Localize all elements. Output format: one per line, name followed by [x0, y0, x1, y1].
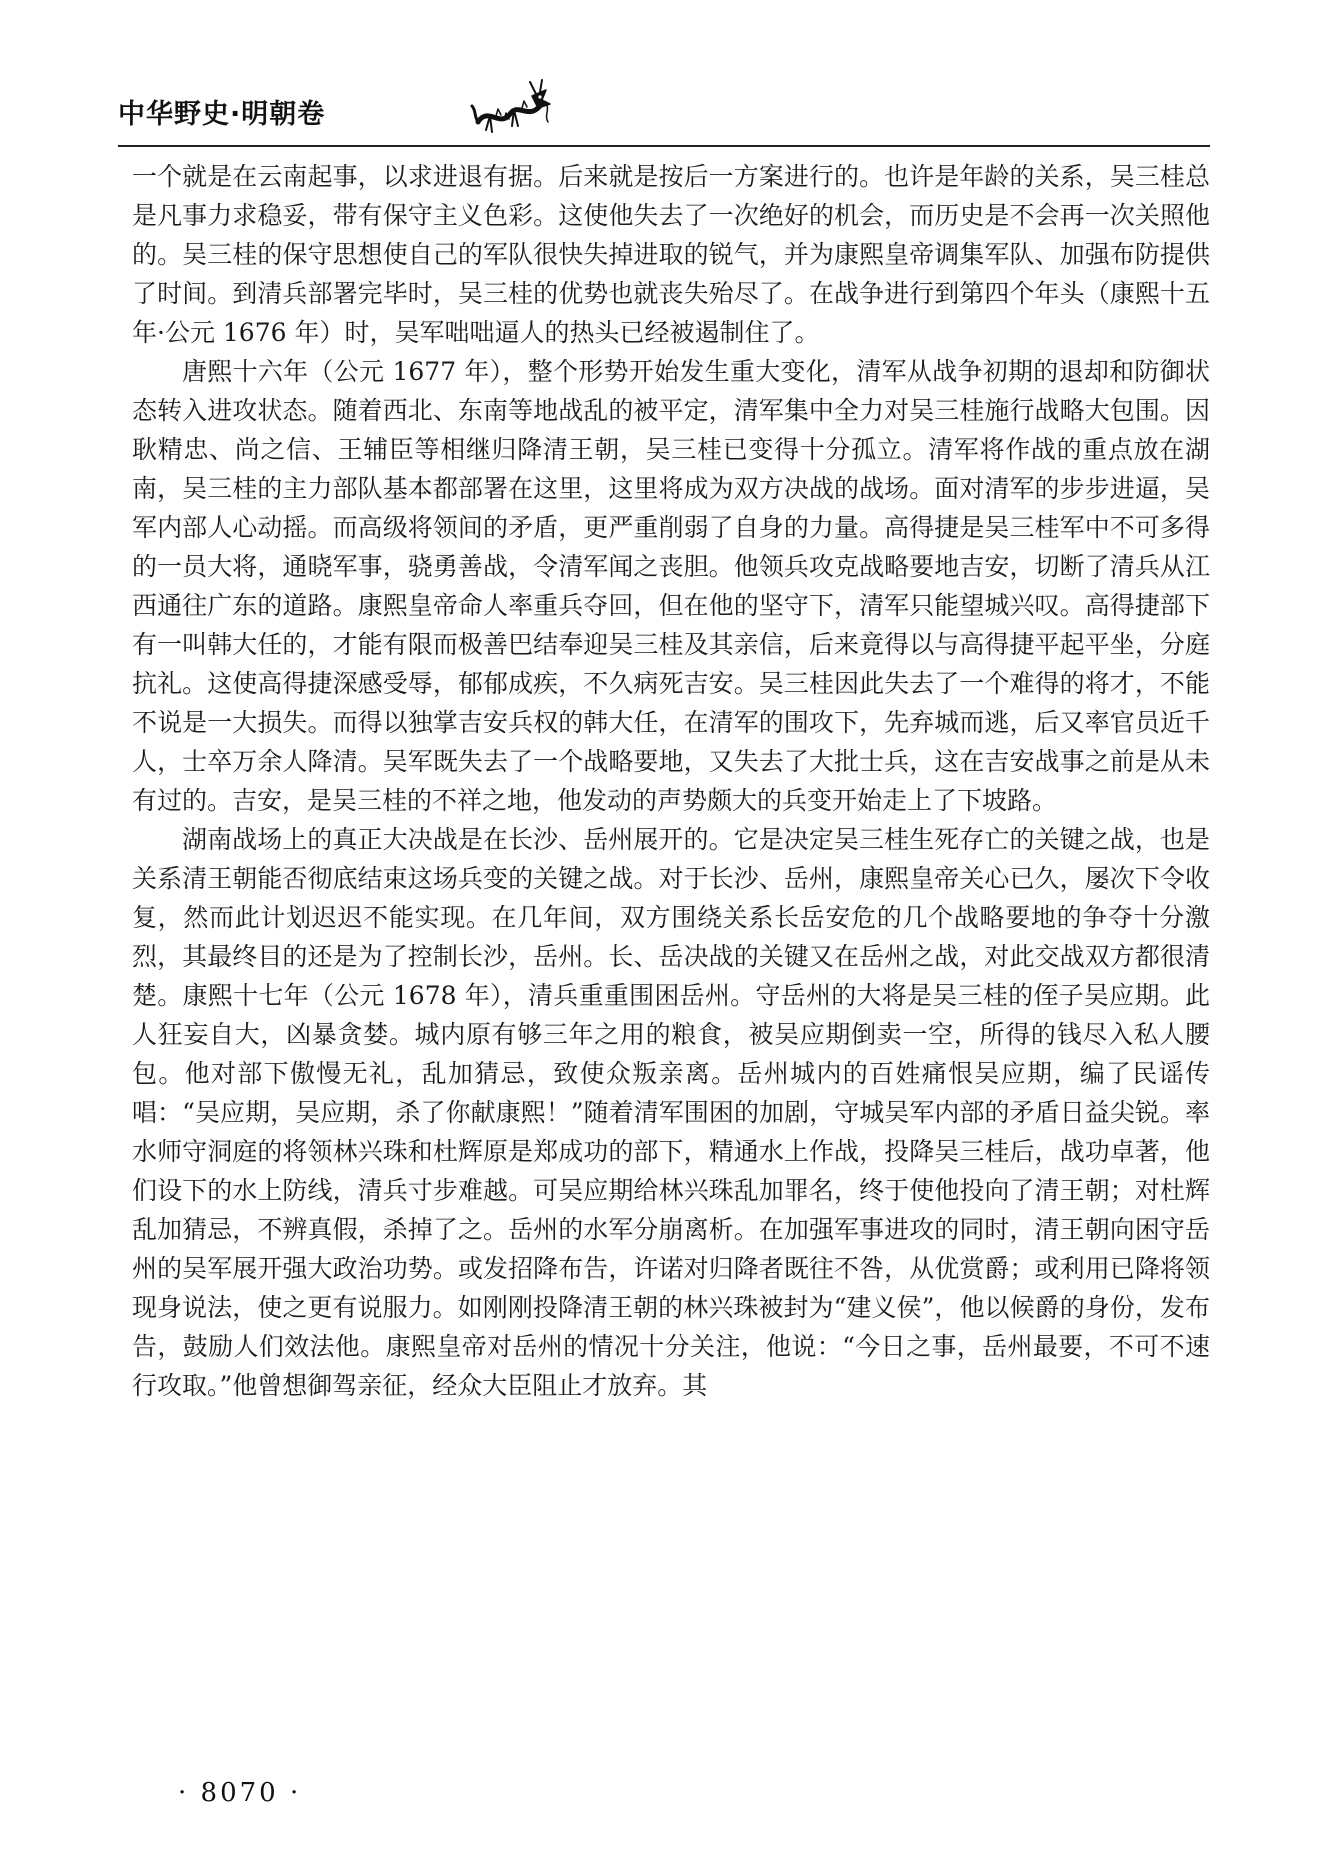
body-text [132, 157, 1210, 1405]
page-number: · 8070 · [178, 1778, 302, 1808]
paragraph: 湖南战场上的真正大决战是在长沙、岳州展开的。它是决定吴三桂生死存亡的关键之战，也是关系清王朝能否彻底结束这场兵变的关键之战。对于长沙、岳州，康熙皇帝关心已久，屡次下令收复，然而此计划迟迟不能实现。在几年间，双方围绕关系长岳安危的几个战略要地的争夺十分激烈，其最终目的还是为了控制长沙，岳州。长、岳决战的关键又在岳州之战，对此交战双方都很清楚。康熙十七年（公元 1678 年），清兵重重围困岳州。守岳州的大将是吴三桂的侄子吴应期。此人狂妄自大，凶暴贪婪。城内原有够三年之用的粮食，被吴应期倒卖一空，所得的钱尽入私人腰包。他对部下傲慢无礼，乱加猜忌，致使众叛亲离。岳州城内的百姓痛恨吴应期，编了民谣传唱：“吴应期，吴应期，杀了你献康熙！”随着清军围困的加剧，守城吴军内部的矛盾日益尖锐。率水师守洞庭的将领林兴珠和杜辉原是郑成功的部下，精通水上作战，投降吴三桂后，战功卓著，他们设下的水上防线，清兵寸步难越。可吴应期给林兴珠乱加罪名，终于使他投向了清王朝；对杜辉乱加猜忌，不辨真假，杀掉了之。岳州的水军分崩离析。在加强军事进攻的同时，清王朝向困守岳州的吴军展开强大政治功势。或发招降布告，许诺对归降者既往不咎，从优赏爵；或利用已降将领现身说法，使之更有说服力。如刚刚投降清王朝的林兴珠被封为“建义侯”，他以候爵的身份，发布告，鼓励人们效法他。康熙皇帝对岳州的情况十分关注，他说：“今日之事，岳州最要，不可不速行攻取。”他曾想御驾亲征，经众大臣阻止才放弃。其 [132, 825, 1210, 1400]
paragraph: 一个就是在云南起事，以求进退有据。后来就是按后一方案进行的。也许是年龄的关系，吴三桂总是凡事力求稳妥，带有保守主义色彩。这使他失去了一次绝好的机会，而历史是不会再一次关照他的。吴三桂的保守思想使自己的军队很快失掉进取的锐气，并为康熙皇帝调集军队、加强布防提供了时间。到清兵部署完毕时，吴三桂的优势也就丧失殆尽了。在战争进行到第四个年头（康熙十五年·公元 1676 年）时，吴军咄咄逼人的热头已经被遏制住了。 [132, 162, 1210, 347]
dragon-icon [470, 76, 552, 138]
book-header-title: 中华野史·明朝卷 [118, 99, 326, 130]
paragraph: 唐熙十六年（公元 1677 年），整个形势开始发生重大变化，清军从战争初期的退却和防御状态转入进攻状态。随着西北、东南等地战乱的被平定，清军集中全力对吴三桂施行战略大包围。因耿精忠、尚之信、王辅臣等相继归降清王朝，吴三桂已变得十分孤立。清军将作战的重点放在湖南，吴三桂的主力部队基本都部署在这里，这里将成为双方决战的战场。面对清军的步步进逼，吴军内部人心动摇。而高级将领间的矛盾，更严重削弱了自身的力量。高得捷是吴三桂军中不可多得的一员大将，通晓军事，骁勇善战，令清军闻之丧胆。他领兵攻克战略要地吉安，切断了清兵从江西通往广东的道路。康熙皇帝命人率重兵夺回，但在他的坚守下，清军只能望城兴叹。高得捷部下有一叫韩大任的，才能有限而极善巴结奉迎吴三桂及其亲信，后来竟得以与高得捷平起平坐，分庭抗礼。这使高得捷深感受辱，郁郁成疾，不久病死吉安。吴三桂因此失去了一个难得的将才，不能不说是一大损失。而得以独掌吉安兵权的韩大任，在清军的围攻下，先弃城而逃，后又率官员近千人，士卒万余人降清。吴军既失去了一个战略要地，又失去了大批士兵，这在吉安战事之前是从未有过的。吉安，是吴三桂的不祥之地，他发动的声势颇大的兵变开始走上了下坡路。 [132, 357, 1210, 815]
header-rule [118, 145, 1210, 147]
